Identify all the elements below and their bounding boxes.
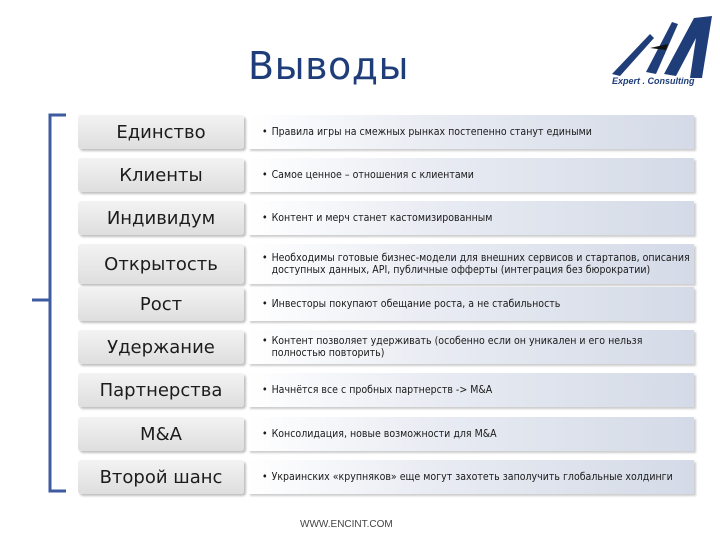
left-bracket bbox=[30, 112, 70, 494]
row-second-chance bbox=[78, 460, 694, 494]
row-retention bbox=[78, 330, 694, 364]
row-description bbox=[248, 417, 694, 451]
row-text: Украинских «крупняков» еще могут захотеть заполучить глобальные холдинги bbox=[271, 471, 673, 483]
bullet: • bbox=[262, 298, 268, 310]
row-text: Самое ценное – отношения с клиентами bbox=[271, 169, 474, 181]
row-description bbox=[248, 373, 694, 407]
bullet: • bbox=[262, 471, 268, 483]
row-label: Клиенты bbox=[78, 158, 244, 192]
row-label: Удержание bbox=[78, 330, 244, 364]
row-label: Рост bbox=[78, 287, 244, 321]
slide-title: Выводы bbox=[248, 44, 409, 88]
bullet: • bbox=[262, 212, 268, 224]
row-growth bbox=[78, 287, 694, 321]
row-text: Необходимы готовые бизнес-модели для внешних сервисов и стартапов, описания доступных данных, API, публичные офферты (интеграция без бюрократии) bbox=[271, 252, 690, 276]
bullet: • bbox=[262, 169, 268, 181]
row-text: Правила игры на смежных рынках постепенно станут едиными bbox=[271, 126, 592, 138]
bullet: • bbox=[262, 335, 268, 347]
row-description bbox=[248, 158, 694, 192]
row-clients bbox=[78, 158, 694, 192]
row-description bbox=[248, 330, 694, 364]
bullet: • bbox=[262, 428, 268, 440]
row-individual bbox=[78, 201, 694, 235]
row-description bbox=[248, 115, 694, 149]
row-label: Второй шанс bbox=[78, 460, 244, 494]
row-label: Индивидум bbox=[78, 201, 244, 235]
row-description bbox=[248, 244, 694, 284]
row-description bbox=[248, 201, 694, 235]
row-label: Открытость bbox=[78, 244, 244, 284]
bullet: • bbox=[262, 252, 268, 264]
row-description bbox=[248, 460, 694, 494]
row-openness bbox=[78, 244, 694, 284]
row-text: Начнётся все с пробных партнерств -> M&A bbox=[271, 384, 493, 396]
row-partnerships bbox=[78, 373, 694, 407]
row-text: Инвесторы покупают обещание роста, а не стабильность bbox=[271, 298, 561, 310]
row-mna bbox=[78, 417, 694, 451]
row-unity bbox=[78, 115, 694, 149]
logo-text: Expert . Consulting bbox=[612, 76, 695, 86]
bullet: • bbox=[262, 384, 268, 396]
row-label: M&A bbox=[78, 417, 244, 451]
row-text: Контент и мерч станет кастомизированным bbox=[271, 212, 493, 224]
bullet: • bbox=[262, 126, 268, 138]
row-text: Консолидация, новые возможности для M&A bbox=[271, 428, 497, 440]
row-text: Контент позволяет удерживать (особенно если он уникален и его нельзя полностью повторить) bbox=[271, 335, 643, 359]
row-description bbox=[248, 287, 694, 321]
row-label: Партнерства bbox=[78, 373, 244, 407]
row-label: Единство bbox=[78, 115, 244, 149]
website-link[interactable]: WWW.ENCINT.COM bbox=[300, 519, 393, 530]
